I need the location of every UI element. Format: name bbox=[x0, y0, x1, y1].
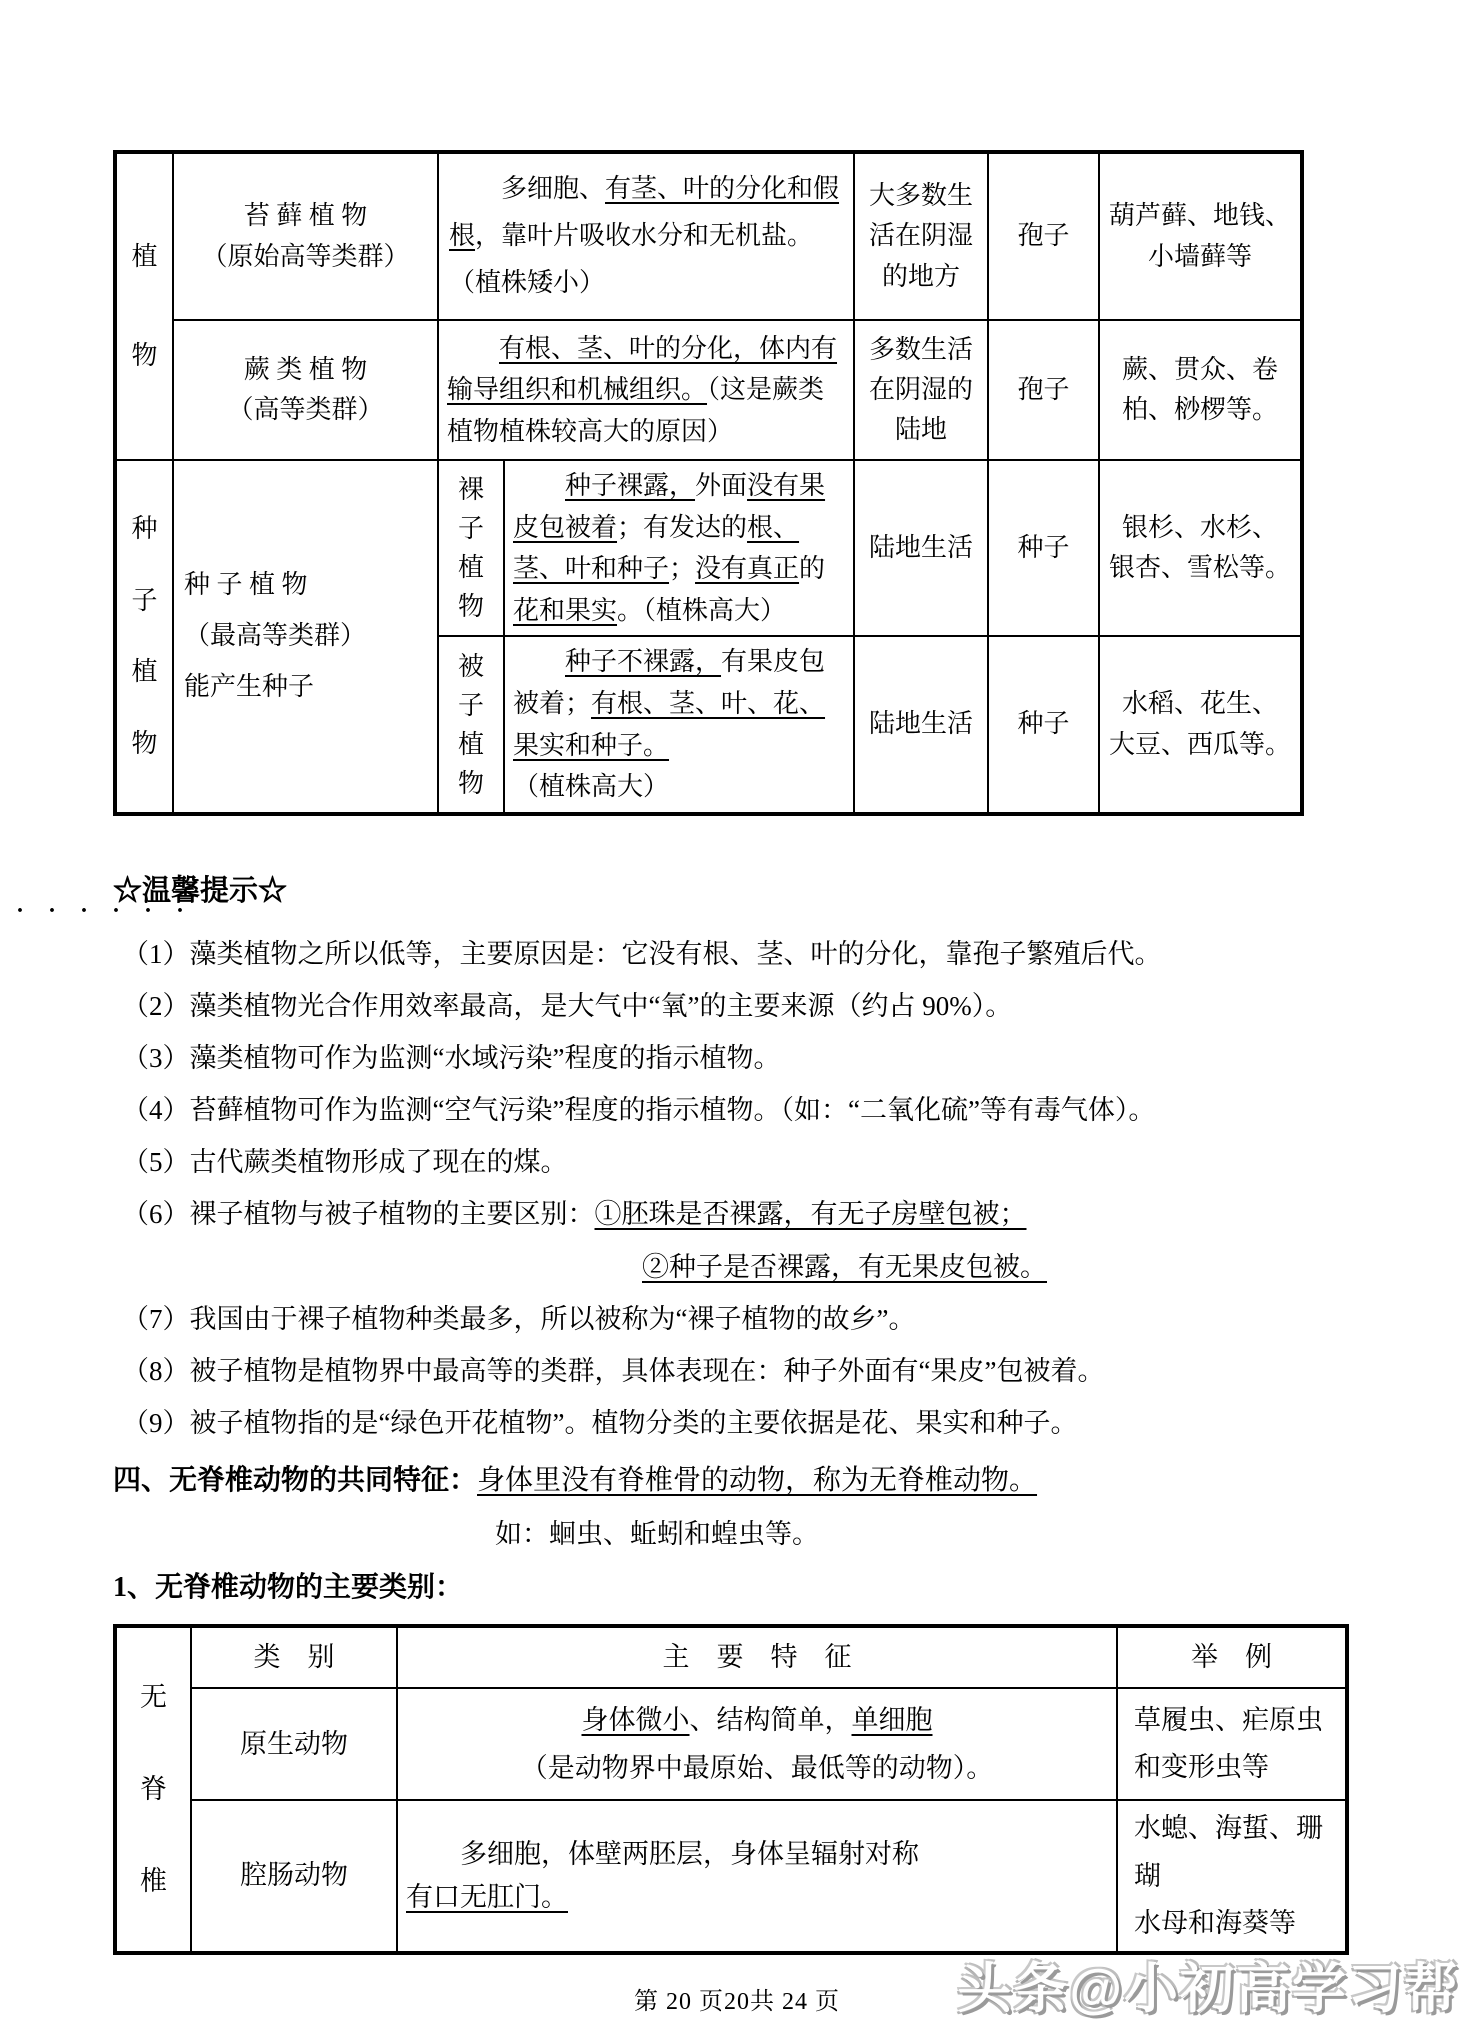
gymnosperm-label-text: 裸子植物 bbox=[457, 475, 484, 622]
moss-habitat-cell: 大多数生 活在阴湿 的地方 bbox=[854, 152, 988, 320]
tips-list bbox=[122, 935, 1392, 1443]
cnidaria-examples-cell: 水螅、海蜇、珊瑚 水母和海葵等 bbox=[1117, 1800, 1347, 1953]
angiosperm-features-cell: 种子不裸露，有果皮包被着；有根、茎、叶、花、果实和种子。 （植株高大） bbox=[504, 636, 854, 813]
section4-example-line: 如：蛔虫、蚯蚓和蝗虫等。 bbox=[495, 1518, 819, 1549]
moss-category-cell: 苔 藓 植 物 （原始高等类群） bbox=[173, 152, 438, 320]
fern-category-cell: 蕨 类 植 物 （高等类群） bbox=[173, 320, 438, 460]
gymnosperm-features-cell: 种子裸露，外面没有果皮包被着；有发达的根、茎、叶和种子；没有真正的花和果实。（植株高大） bbox=[504, 460, 854, 636]
header-examples: 举 例 bbox=[1117, 1626, 1347, 1688]
tip-item-1: （1）藻类植物之所以低等，主要原因是：它没有根、茎、叶的分化，靠孢子繁殖后代。 bbox=[122, 938, 1162, 969]
fern-features-cell: 有根、茎、叶的分化，体内有输导组织和机械组织。（这是蕨类植物植株较高大的原因） bbox=[438, 320, 854, 460]
tip-item-6: （6）裸子植物与被子植物的主要区别：①胚珠是否裸露，有无子房壁包被； bbox=[122, 1199, 1027, 1230]
tip-item-8: （8）被子植物是植物界中最高等的类群，具体表现在：种子外面有“果皮”包被着。 bbox=[122, 1355, 1105, 1386]
tip-item-7: （7）我国由于裸子植物种类最多，所以被称为“裸子植物的故乡”。 bbox=[122, 1303, 916, 1334]
group-label-plants bbox=[115, 152, 173, 460]
cnidaria-category-cell: 腔肠动物 bbox=[191, 1800, 397, 1953]
fern-reproduce-cell: 孢子 bbox=[988, 320, 1099, 460]
group-label-seed-plants bbox=[115, 460, 173, 814]
invertebrate-list-heading: 1、无脊椎动物的主要类别： bbox=[113, 1571, 464, 1603]
header-features: 主 要 特 征 bbox=[397, 1626, 1117, 1688]
page-number-footer: 第 20 页20共 24 页 bbox=[634, 1989, 840, 2016]
tip-item-2: （2）藻类植物光合作用效率最高，是大气中“氧”的主要来源（约占 90%）。 bbox=[122, 990, 1013, 1021]
tip-item-6-continued: ②种子是否裸露，有无果皮包被。 bbox=[642, 1251, 1047, 1282]
group-label-seed-plants-text: 种子植物 bbox=[131, 514, 158, 758]
gymnosperm-habitat-cell: 陆地生活 bbox=[854, 460, 988, 636]
gymnosperm-reproduce-cell: 种子 bbox=[988, 460, 1099, 636]
tips-heading: ☆温馨提示☆ bbox=[113, 874, 288, 907]
seed-plants-category-cell: 种 子 植 物 （最高等类群） 能产生种子 bbox=[173, 460, 438, 814]
tip-item-9: （9）被子植物指的是“绿色开花植物”。植物分类的主要依据是花、果实和种子。 bbox=[122, 1408, 1078, 1439]
protozoa-examples-cell: 草履虫、疟原虫 和变形虫等 bbox=[1117, 1688, 1347, 1800]
protozoa-features-cell: 身体微小、结构简单，单细胞 （是动物界中最原始、最低等的动物）。 bbox=[397, 1688, 1117, 1800]
section4-heading bbox=[113, 1461, 1474, 1502]
tip-item-3: （3）藻类植物可作为监测“水域污染”程度的指示植物。 bbox=[122, 1043, 781, 1074]
fern-habitat-cell: 多数生活 在阴湿的 陆地 bbox=[854, 320, 988, 460]
angiosperm-label-cell bbox=[438, 636, 504, 813]
invertebrate-table bbox=[113, 1624, 1349, 1955]
angiosperm-examples-cell: 水稻、花生、 大豆、西瓜等。 bbox=[1099, 636, 1302, 813]
protozoa-category-cell: 原生动物 bbox=[191, 1688, 397, 1800]
tips-emphasis-dots: ······ bbox=[16, 897, 209, 924]
group-label-plants-text: 植物 bbox=[131, 241, 158, 370]
invertebrate-side-label-cell bbox=[115, 1626, 191, 1953]
gymnosperm-examples-cell: 银杉、水杉、 银杏、雪松等。 bbox=[1099, 460, 1302, 636]
moss-reproduce-cell: 孢子 bbox=[988, 152, 1099, 320]
cnidaria-features-cell: 多细胞，体壁两胚层，身体呈辐射对称 有口无肛门。 bbox=[397, 1800, 1117, 1953]
gymnosperm-label-cell bbox=[438, 460, 504, 636]
invertebrate-side-label-text: 无脊椎 bbox=[139, 1682, 167, 1896]
watermark-text: 头条@小初高学习帮 bbox=[957, 1959, 1460, 2019]
moss-examples-cell: 葫芦藓、地钱、 小墙藓等 bbox=[1099, 152, 1302, 320]
fern-examples-cell: 蕨、贯众、卷 柏、桫椤等。 bbox=[1099, 320, 1302, 460]
plant-classification-table bbox=[113, 150, 1304, 816]
angiosperm-label-text: 被子植物 bbox=[457, 651, 484, 798]
section4-heading-underlined: 身体里没有脊椎骨的动物，称为无脊椎动物。 bbox=[477, 1465, 1038, 1497]
header-category: 类 别 bbox=[191, 1626, 397, 1688]
angiosperm-reproduce-cell: 种子 bbox=[988, 636, 1099, 813]
section4-heading-bold: 四、无脊椎动物的共同特征： bbox=[113, 1465, 478, 1497]
moss-features-cell: 多细胞、有茎、叶的分化和假根，靠叶片吸收水分和无机盐。（植株矮小） bbox=[438, 152, 854, 320]
tip-item-5: （5）古代蕨类植物形成了现在的煤。 bbox=[122, 1147, 568, 1178]
angiosperm-habitat-cell: 陆地生活 bbox=[854, 636, 988, 813]
tip-item-4: （4）苔藓植物可作为监测“空气污染”程度的指示植物。（如：“二氧化硫”等有毒气体）。 bbox=[122, 1095, 1156, 1126]
